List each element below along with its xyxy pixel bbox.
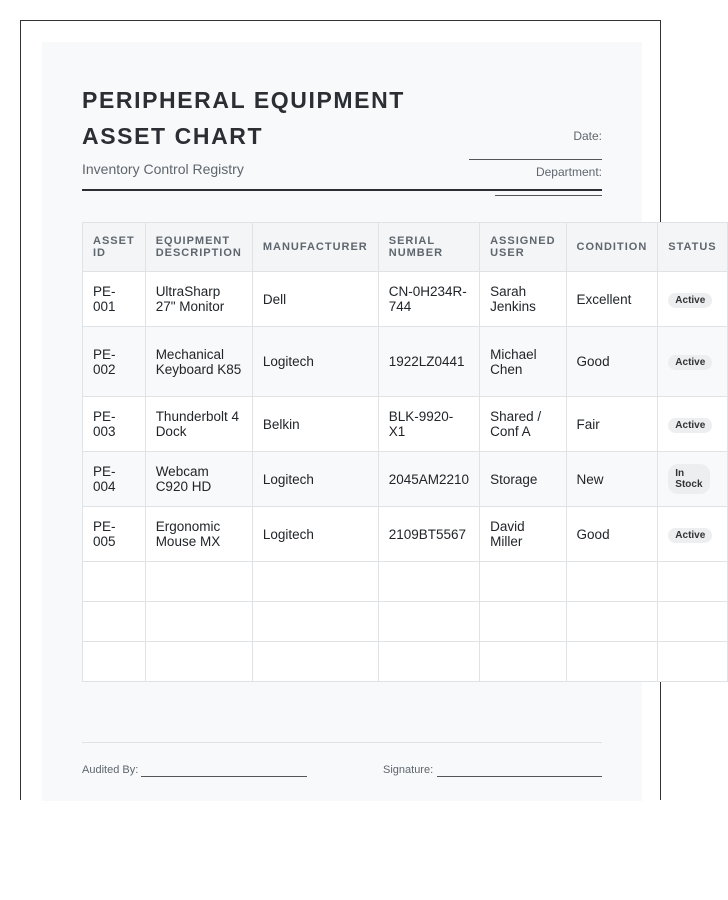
asset-id-cell: PE-003: [83, 397, 146, 452]
user-cell: David Miller: [480, 507, 566, 562]
table-row: [83, 507, 728, 562]
manufacturer-cell: Belkin: [252, 397, 378, 452]
manufacturer-cell: Dell: [252, 272, 378, 327]
description-cell: Webcam C920 HD: [145, 452, 252, 507]
condition-cell: Good: [566, 507, 658, 562]
asset-chart-sheet: [42, 42, 717, 801]
user-cell: Sarah Jenkins: [480, 272, 566, 327]
column-header-description: EQUIPMENT DESCRIPTION: [145, 223, 252, 272]
asset-table: [82, 222, 728, 682]
empty-table-row: [83, 642, 728, 682]
column-header-manufacturer: MANUFACTURER: [252, 223, 378, 272]
column-header-serial: SERIAL NUMBER: [378, 223, 479, 272]
header-divider: [82, 189, 602, 191]
manufacturer-cell: Logitech: [252, 507, 378, 562]
document-subtitle: Inventory Control Registry: [82, 161, 244, 177]
asset-id-cell: PE-004: [83, 452, 146, 507]
user-cell: Storage: [480, 452, 566, 507]
table-header-row: [83, 223, 728, 272]
status-cell: [658, 327, 727, 397]
audited-by-label: Audited By:: [82, 764, 139, 776]
status-badge: Active: [668, 418, 712, 433]
status-cell: [658, 507, 727, 562]
column-header-user: ASSIGNED USER: [480, 223, 566, 272]
condition-cell: Excellent: [566, 272, 658, 327]
asset-id-cell: PE-002: [83, 327, 146, 397]
condition-cell: Good: [566, 327, 658, 397]
document-frame: [20, 20, 717, 800]
serial-cell: 1922LZ0441: [378, 327, 479, 397]
department-field[interactable]: [495, 195, 602, 196]
date-field[interactable]: [469, 159, 602, 160]
date-label: Date:: [573, 129, 602, 143]
asset-id-cell: PE-005: [83, 507, 146, 562]
condition-cell: New: [566, 452, 658, 507]
serial-cell: 2045AM2210: [378, 452, 479, 507]
status-cell: [658, 452, 727, 507]
table-row: [83, 327, 728, 397]
table-row: [83, 272, 728, 327]
condition-cell: Fair: [566, 397, 658, 452]
status-cell: [658, 397, 727, 452]
table-row: [83, 452, 728, 507]
status-badge: Active: [668, 293, 712, 308]
status-badge: Active: [668, 528, 712, 543]
document-title: PERIPHERAL EQUIPMENT ASSET CHART: [82, 87, 405, 149]
serial-cell: CN-0H234R-744: [378, 272, 479, 327]
status-cell: [658, 272, 727, 327]
status-badge: In Stock: [668, 464, 710, 494]
column-header-asset-id: ASSET ID: [83, 223, 146, 272]
column-header-status: STATUS: [658, 223, 727, 272]
description-cell: UltraSharp 27" Monitor: [145, 272, 252, 327]
description-cell: Mechanical Keyboard K85: [145, 327, 252, 397]
description-cell: Ergonomic Mouse MX: [145, 507, 252, 562]
status-badge: Active: [668, 355, 712, 370]
signature-label: Signature:: [383, 764, 434, 776]
serial-cell: BLK-9920-X1: [378, 397, 479, 452]
column-header-condition: CONDITION: [566, 223, 658, 272]
asset-id-cell: PE-001: [83, 272, 146, 327]
footer-divider: [82, 742, 602, 743]
serial-cell: 2109BT5567: [378, 507, 479, 562]
empty-table-row: [83, 602, 728, 642]
user-cell: Michael Chen: [480, 327, 566, 397]
user-cell: Shared / Conf A: [480, 397, 566, 452]
table-row: [83, 397, 728, 452]
manufacturer-cell: Logitech: [252, 327, 378, 397]
signature-field[interactable]: [437, 776, 602, 777]
department-label: Department:: [535, 165, 602, 179]
empty-table-row: [83, 562, 728, 602]
audited-by-field[interactable]: [141, 776, 307, 777]
manufacturer-cell: Logitech: [252, 452, 378, 507]
description-cell: Thunderbolt 4 Dock: [145, 397, 252, 452]
